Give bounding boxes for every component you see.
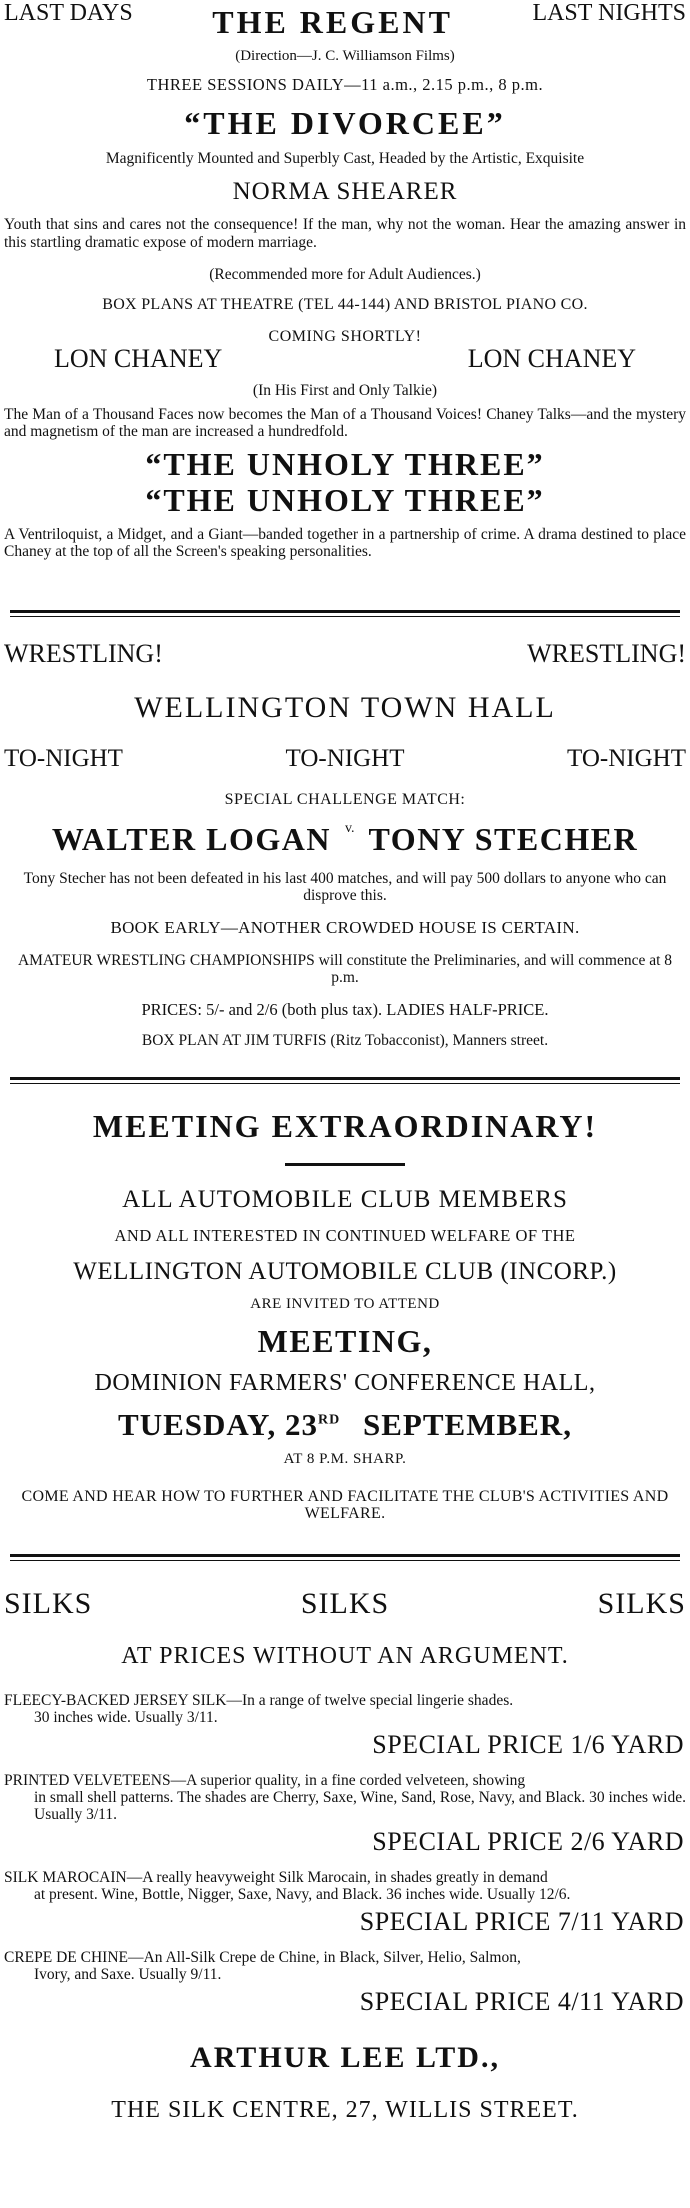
unholy-three-title-1: “THE UNHOLY THREE”: [145, 446, 545, 482]
sessions-line: THREE SESSIONS DAILY—11 a.m., 2.15 p.m., 8 p.m.: [146, 75, 544, 94]
silk-item: [4, 1772, 686, 1823]
invited-line: ARE INVITED TO ATTEND: [250, 1296, 440, 1312]
box-plan-line: BOX PLAN AT JIM TURFIS (Ritz Tobacconist), Manners street.: [141, 1032, 549, 1049]
film-title: “THE DIVORCEE”: [184, 105, 506, 141]
versus-label: v.: [344, 821, 355, 836]
club-name: WELLINGTON AUTOMOBILE CLUB (INCORP.): [73, 1258, 617, 1285]
prices-line: PRICES: 5/- and 2/6 (both plus tax). LADIES HALF-PRICE.: [141, 1000, 549, 1019]
silk-item-price: SPECIAL PRICE 2/6 YARD: [372, 1827, 684, 1856]
short-divider: [285, 1163, 405, 1166]
silk-item: [4, 1692, 686, 1726]
store-address: THE SILK CENTRE, 27, WILLIS STREET.: [111, 2097, 579, 2123]
silk-item-price: SPECIAL PRICE 1/6 YARD: [372, 1730, 684, 1759]
silk-item-details: Ivory, and Saxe. Usually 9/11.: [34, 1966, 222, 1983]
special-match-label: SPECIAL CHALLENGE MATCH:: [224, 791, 466, 808]
regent-advertisement: [4, 0, 686, 610]
silk-item-price: SPECIAL PRICE 7/11 YARD: [359, 1907, 684, 1936]
wrestling-left: WRESTLING!: [4, 639, 163, 668]
wrestling-right: WRESTLING!: [527, 639, 686, 668]
date-month: SEPTEMBER,: [362, 1407, 572, 1442]
silk-item-lead: CREPE DE CHINE—An All-Silk Crepe de Chine, in Black, Silver, Helio, Salmon,: [4, 1949, 521, 1966]
theatre-title: THE REGENT: [212, 4, 453, 40]
tonight-right: TO-NIGHT: [567, 745, 686, 772]
stecher-record: Tony Stecher has not been defeated in his last 400 matches, and will pay 500 dollars to anyone who can disprove this.: [23, 870, 667, 904]
interested-line: AND ALL INTERESTED IN CONTINUED WELFARE OF THE: [114, 1226, 576, 1245]
unholy-blurb: A Ventriloquist, a Midget, and a Giant—banded together in a partnership of crime. A drama destined to place Chaney at the top of all the Screen's speaking personalities.: [4, 526, 686, 560]
date-suffix: RD: [318, 1412, 341, 1428]
silks-right: SILKS: [597, 1587, 686, 1620]
silk-item-lead: PRINTED VELVETEENS—A superior quality, in a fine corded velveteen, showing: [4, 1772, 526, 1789]
silks-advertisement: [4, 1561, 686, 2201]
fighters-line: [4, 821, 686, 858]
fighter-two: TONY STECHER: [368, 821, 639, 857]
regent-header: [4, 0, 686, 40]
chaney-left: LON CHANEY: [54, 344, 223, 373]
film-blurb: Youth that sins and cares not the consequence! If the man, why not the woman. Hear the amazing answer in this startling dramatic expose of modern marriage.: [4, 216, 686, 251]
silk-item: [4, 1949, 686, 1983]
silk-item-details: in small shell patterns. The shades are Cherry, Saxe, Wine, Sand, Rose, Navy, and Black. 30 inches wide. Usually 3/11.: [34, 1789, 686, 1823]
fighter-one: WALTER LOGAN: [51, 821, 331, 857]
wrestling-header: [4, 639, 686, 669]
coming-shortly: COMING SHORTLY!: [268, 328, 422, 345]
silk-item-details: at present. Wine, Bottle, Nigger, Saxe, Navy, and Black. 36 inches wide. Usually 12/6.: [34, 1886, 571, 1903]
cast-line: Magnificently Mounted and Superbly Cast, Headed by the Artistic, Exquisite: [105, 150, 585, 167]
unholy-three-title-2: “THE UNHOLY THREE”: [145, 482, 545, 518]
recommended-note: (Recommended more for Adult Audiences.): [209, 266, 481, 283]
meeting-advertisement: [4, 1084, 686, 1554]
date-day: TUESDAY, 23: [118, 1407, 318, 1442]
time-line: AT 8 P.M. SHARP.: [283, 1451, 407, 1467]
direction-line: (Direction—J. C. Williamson Films): [235, 48, 455, 64]
silk-item: [4, 1869, 686, 1903]
book-early-line: BOOK EARLY—ANOTHER CROWDED HOUSE IS CERTAIN.: [110, 918, 580, 937]
silks-header: [4, 1587, 686, 1621]
silk-item-lead: SILK MAROCAIN—A really heavyweight Silk Marocain, in shades greatly in demand: [4, 1869, 548, 1886]
date-line: [4, 1407, 686, 1443]
talkie-note: (In His First and Only Talkie): [252, 382, 438, 399]
divider: [10, 1554, 680, 1561]
tonight-center: TO-NIGHT: [285, 745, 405, 772]
silks-left: SILKS: [4, 1587, 93, 1620]
come-line: COME AND HEAR HOW TO FURTHER AND FACILITATE THE CLUB'S ACTIVITIES AND WELFARE.: [21, 1488, 669, 1522]
box-plans-line: BOX PLANS AT THEATRE (TEL 44-144) AND BRISTOL PIANO CO.: [102, 296, 588, 313]
divider: [10, 610, 680, 617]
silk-item-lead: FLEECY-BACKED JERSEY SILK—In a range of twelve special lingerie shades.: [4, 1692, 514, 1709]
silk-item-price: SPECIAL PRICE 4/11 YARD: [359, 1987, 684, 2016]
chaney-right: LON CHANEY: [467, 344, 636, 373]
last-days-label: LAST DAYS: [4, 0, 133, 26]
tonight-row: [4, 745, 686, 773]
last-nights-label: LAST NIGHTS: [532, 0, 686, 26]
silks-tagline: AT PRICES WITHOUT AN ARGUMENT.: [121, 1643, 569, 1669]
chaney-blurb: The Man of a Thousand Faces now becomes the Man of a Thousand Voices! Chaney Talks—and the mystery and magnetism of the man are increased a hundredfold.: [4, 406, 686, 440]
store-name: ARTHUR LEE LTD.,: [190, 2041, 500, 2074]
silks-center: SILKS: [300, 1587, 390, 1620]
silk-item-details: 30 inches wide. Usually 3/11.: [34, 1709, 218, 1726]
hall-line: DOMINION FARMERS' CONFERENCE HALL,: [94, 1370, 596, 1396]
meeting-word: MEETING,: [257, 1323, 433, 1359]
venue-title: WELLINGTON TOWN HALL: [134, 691, 556, 724]
amateur-line: AMATEUR WRESTLING CHAMPIONSHIPS will constitute the Preliminaries, and will commence at 8 p.m.: [17, 952, 673, 986]
tonight-left: TO-NIGHT: [4, 745, 123, 772]
wrestling-advertisement: [4, 617, 686, 1077]
star-name: NORMA SHEARER: [232, 178, 458, 205]
meeting-title: MEETING EXTRAORDINARY!: [92, 1108, 598, 1144]
chaney-row: [4, 344, 686, 374]
divider: [10, 1077, 680, 1084]
members-line: ALL AUTOMOBILE CLUB MEMBERS: [122, 1186, 568, 1213]
